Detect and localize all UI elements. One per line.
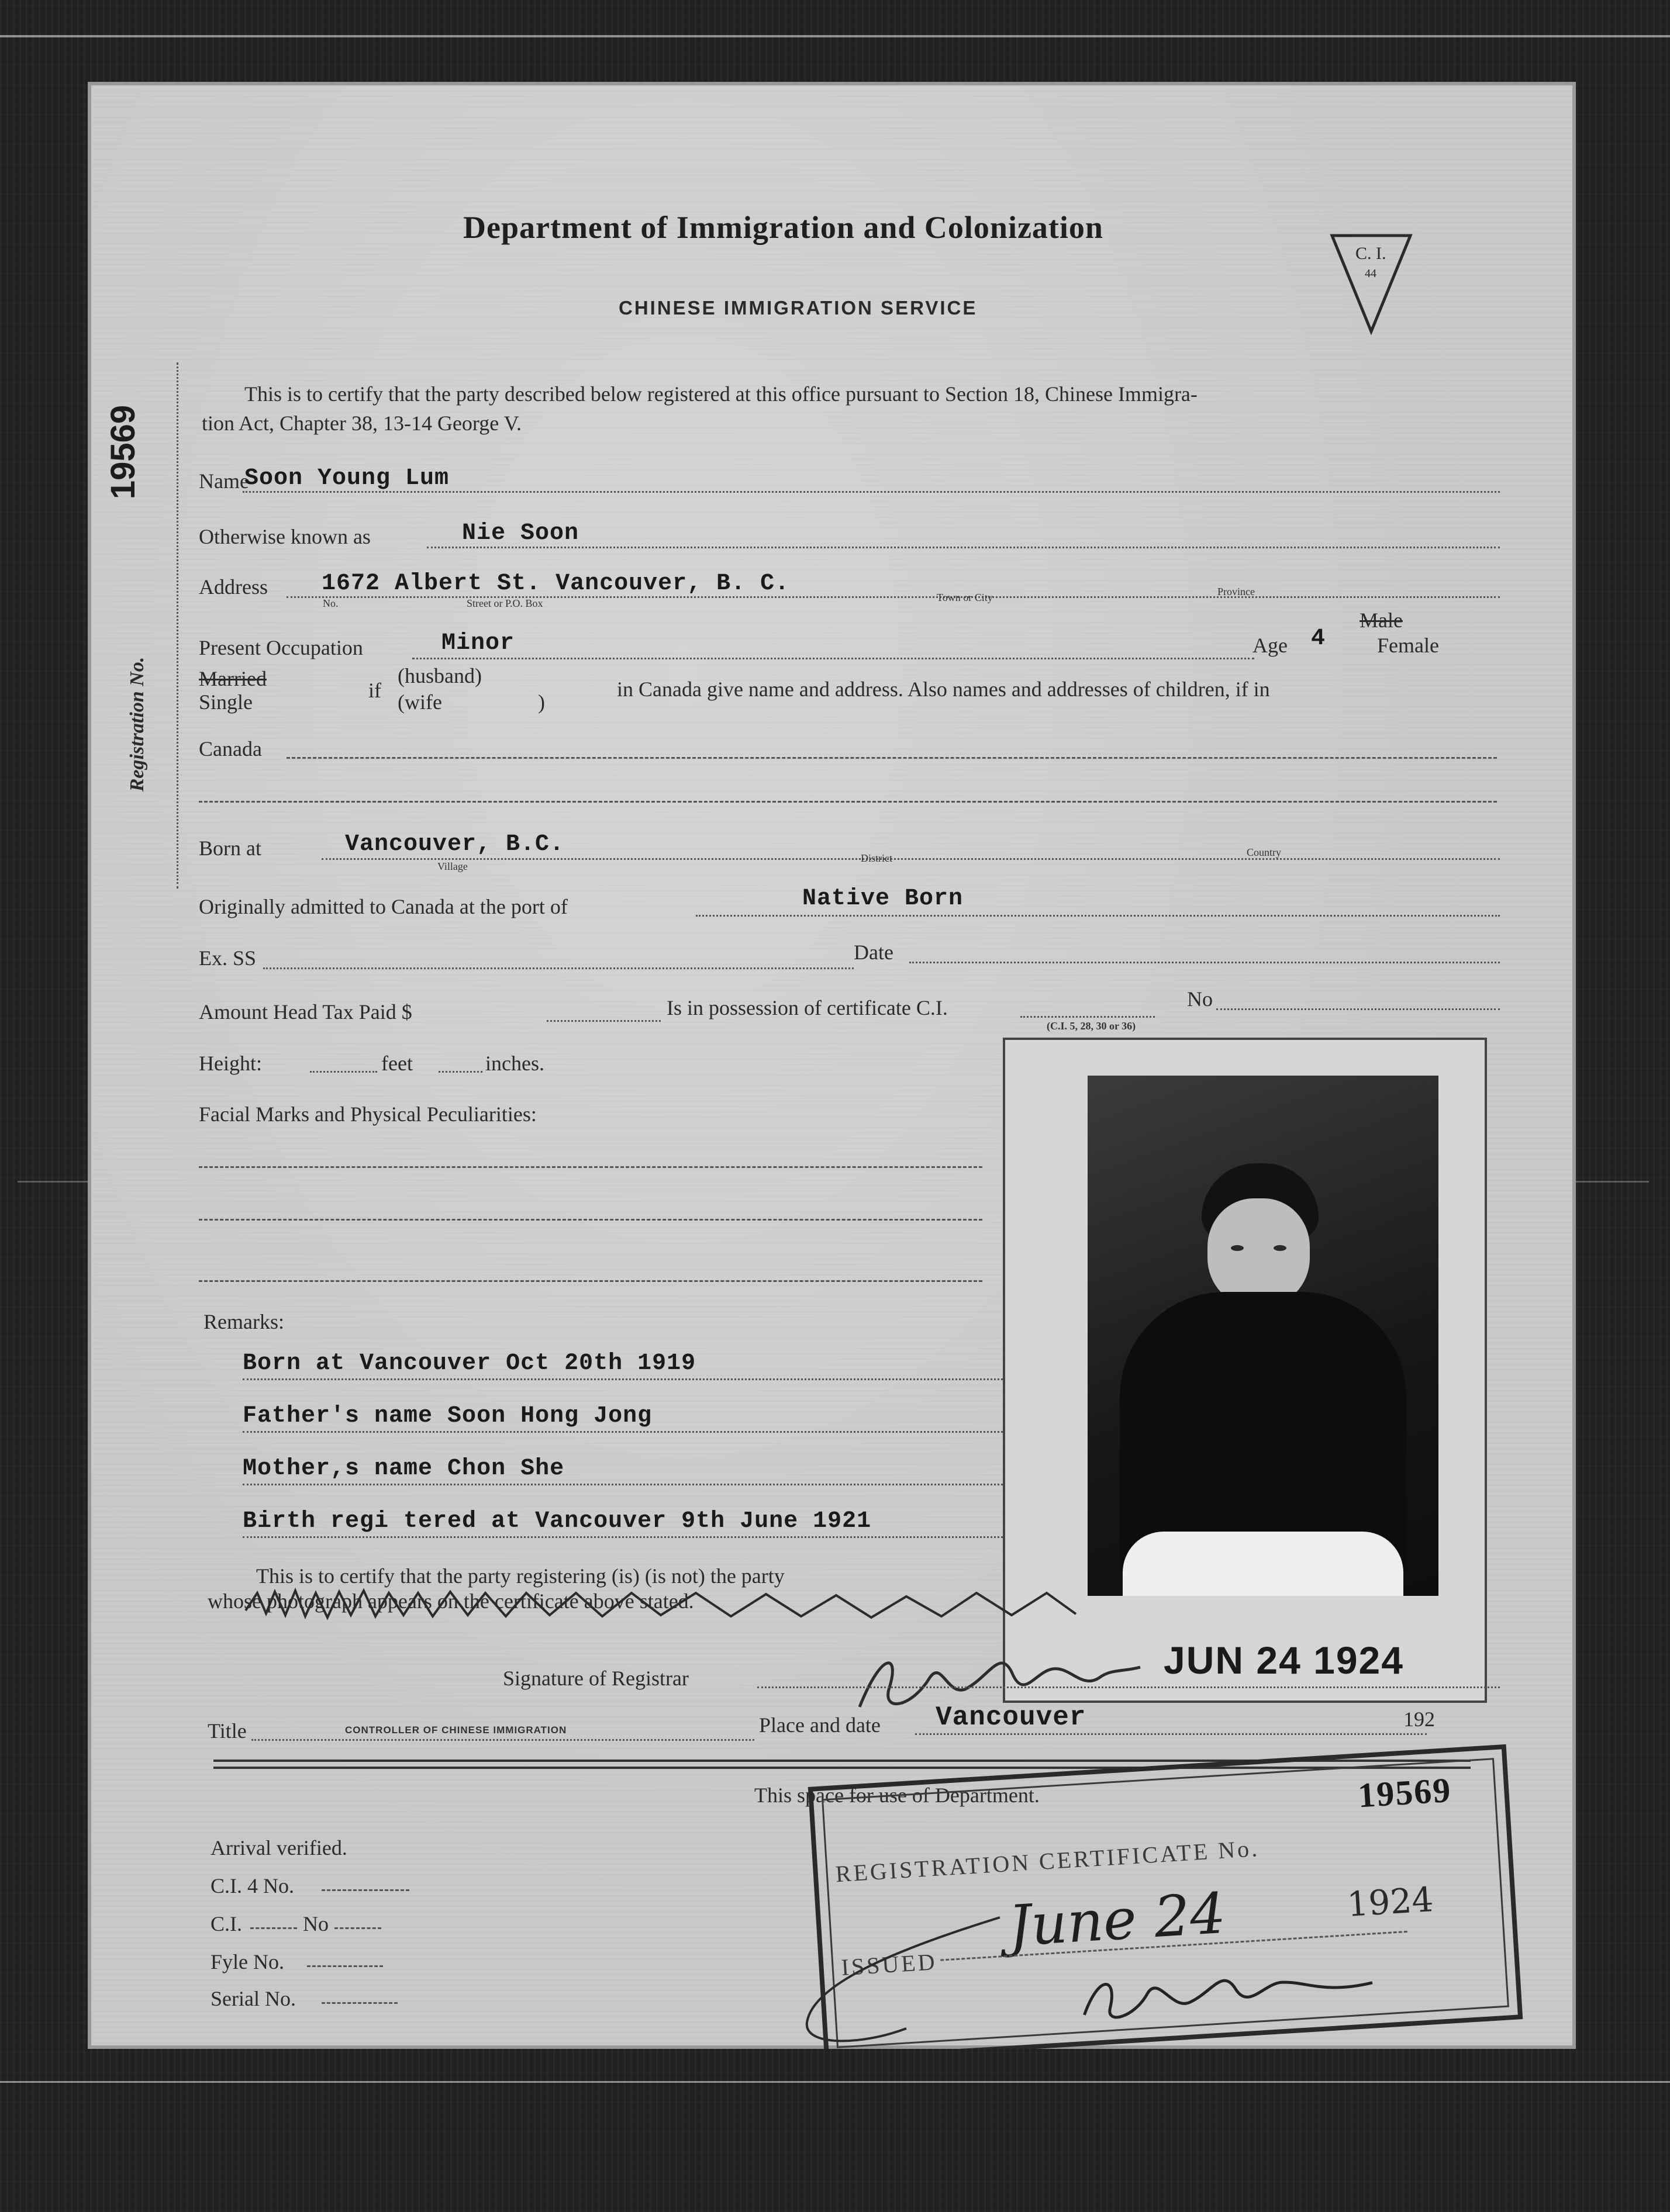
headtax-line	[547, 1020, 661, 1022]
registration-form	[88, 82, 1576, 2049]
ci-no-line	[334, 1927, 381, 1929]
date-stamp: JUN 24 1924	[1164, 1639, 1404, 1682]
height-feet-line	[310, 1071, 377, 1073]
remarks-rule-4	[243, 1536, 1003, 1538]
born-value: Vancouver, B.C.	[345, 831, 565, 858]
fyle-label: Fyle No.	[211, 1950, 284, 1973]
scribble-strikeout	[240, 1570, 1088, 1634]
serial-line	[322, 2002, 398, 2004]
if-label: if	[368, 679, 381, 702]
name-line	[243, 491, 1500, 493]
arrival-verified: Arrival verified.	[211, 1836, 347, 1860]
exss-line	[263, 967, 854, 969]
title-line	[251, 1739, 754, 1741]
otherwise-value: Nie Soon	[462, 520, 579, 547]
remarks-line-2: Father's name Soon Hong Jong	[243, 1403, 653, 1429]
admitted-value: Native Born	[802, 886, 964, 912]
certify-line-1: This is to certify that the party described below registered at this office pursuant to Section 18, Chinese Immigra-	[244, 382, 1198, 406]
height-inches-line	[439, 1071, 482, 1073]
husband-label: (husband)	[398, 664, 482, 687]
film-scratch	[0, 2081, 1670, 2083]
remarks-label: Remarks:	[203, 1310, 284, 1333]
applicant-photo	[1088, 1076, 1438, 1596]
born-village-caption: Village	[437, 860, 468, 872]
canada-label: Canada	[199, 737, 262, 761]
service-title: CHINESE IMMIGRATION SERVICE	[619, 297, 978, 319]
certify2-line-1: This is to certify that the party registering (is) (is not) the party	[256, 1564, 785, 1588]
signature-label: Signature of Registrar	[503, 1667, 689, 1690]
stamp-number: 19569	[1357, 1770, 1453, 1815]
address-province-caption: Province	[1217, 586, 1255, 597]
married-label: Married	[199, 667, 267, 690]
occupation-value: Minor	[441, 630, 515, 656]
inches-label: inches.	[485, 1052, 544, 1075]
date-label: Date	[854, 941, 893, 964]
single-label: Single	[199, 690, 253, 714]
name-value: Soon Young Lum	[244, 465, 450, 492]
spouse-instructions: in Canada give name and address. Also names and addresses of children, if in	[617, 678, 1270, 701]
form-id-triangle	[1327, 231, 1415, 336]
film-scratch	[0, 35, 1670, 37]
ci-no-label: No	[303, 1912, 329, 1935]
place-value: Vancouver	[936, 1702, 1086, 1733]
possession-no-line	[1216, 1008, 1500, 1010]
registration-side-label: Registration No.	[126, 656, 149, 792]
stamp-issued-label: ISSUED	[840, 1948, 938, 1981]
facial-line-1	[199, 1166, 982, 1168]
age-label: Age	[1252, 634, 1288, 657]
canada-line-2	[199, 801, 1497, 803]
otherwise-line	[427, 547, 1500, 548]
address-label: Address	[199, 575, 268, 599]
signature-line	[757, 1686, 1500, 1688]
title-label: Title	[208, 1719, 247, 1743]
age-value: 4	[1311, 625, 1326, 652]
otherwise-label: Otherwise known as	[199, 525, 371, 548]
born-line	[322, 858, 1500, 860]
place-label: Place and date	[759, 1713, 881, 1737]
stamp-title: REGISTRATION CERTIFICATE No.	[834, 1835, 1261, 1888]
admitted-line	[696, 915, 1500, 917]
headtax-label: Amount Head Tax Paid $	[199, 1000, 412, 1024]
facial-line-3	[199, 1280, 982, 1282]
form-id-bottom: 44	[1365, 267, 1376, 280]
registration-number-side: 19569	[104, 405, 143, 500]
side-dotted-rule	[177, 362, 178, 889]
admitted-label: Originally admitted to Canada at the port of	[199, 895, 568, 918]
form-id-top: C. I.	[1355, 244, 1386, 263]
remarks-rule-2	[243, 1431, 1003, 1433]
facial-line-2	[199, 1219, 982, 1221]
address-street-caption: Street or P.O. Box	[467, 597, 543, 609]
feet-label: feet	[381, 1052, 413, 1075]
certify2-line-2: whose photograph appears on the certificate above stated.	[208, 1589, 694, 1613]
sex-male: Male	[1360, 609, 1403, 632]
address-value: 1672 Albert St. Vancouver, B. C.	[322, 571, 790, 597]
name-label: Name	[199, 469, 249, 493]
serial-label: Serial No.	[211, 1987, 296, 2010]
fyle-line	[307, 1965, 383, 1967]
date-line	[909, 962, 1500, 963]
born-district-caption: District	[861, 852, 892, 864]
possession-no-label: No	[1187, 987, 1213, 1011]
born-label: Born at	[199, 837, 261, 860]
year-suffix: 192	[1403, 1708, 1435, 1731]
stamp-issued-year: 1924	[1345, 1879, 1435, 1924]
dept-use-caption: This space for use of Department.	[754, 1784, 1040, 1807]
wife-label: (wife	[398, 690, 442, 714]
possession-line	[1020, 1016, 1155, 1018]
stamp-flourish	[789, 1894, 1023, 2049]
ci4-line	[322, 1889, 409, 1891]
ci-label: C.I.	[211, 1912, 242, 1935]
remarks-line-4: Birth regi tered at Vancouver 9th June 1921	[243, 1508, 872, 1534]
stamp-issued-date: June 24	[1006, 1880, 1228, 1959]
wife-close: )	[538, 690, 545, 714]
department-title: Department of Immigration and Colonization	[463, 210, 1103, 245]
exss-label: Ex. SS	[199, 946, 257, 970]
occupation-label: Present Occupation	[199, 636, 363, 659]
possession-caption: (C.I. 5, 28, 30 or 36)	[1047, 1020, 1136, 1032]
remarks-line-1: Born at Vancouver Oct 20th 1919	[243, 1350, 696, 1377]
remarks-rule-3	[243, 1484, 1003, 1485]
born-country-caption: Country	[1247, 846, 1282, 858]
sex-female: Female	[1377, 634, 1439, 657]
facial-label: Facial Marks and Physical Peculiarities:	[199, 1102, 537, 1126]
place-line	[915, 1733, 1427, 1735]
remarks-line-3: Mother,s name Chon She	[243, 1456, 565, 1482]
height-label: Height:	[199, 1052, 262, 1075]
ci-line	[250, 1927, 297, 1929]
remarks-rule-1	[243, 1378, 1003, 1380]
address-no-caption: No.	[323, 597, 339, 609]
occupation-line	[412, 658, 1254, 659]
possession-label: Is in possession of certificate C.I.	[667, 996, 948, 1019]
certify-line-2: tion Act, Chapter 38, 13-14 George V.	[202, 412, 522, 435]
address-town-caption: Town or City	[937, 592, 993, 603]
title-value: CONTROLLER OF CHINESE IMMIGRATION	[345, 1724, 567, 1736]
canada-line-1	[287, 757, 1497, 759]
ci4-label: C.I. 4 No.	[211, 1874, 294, 1898]
